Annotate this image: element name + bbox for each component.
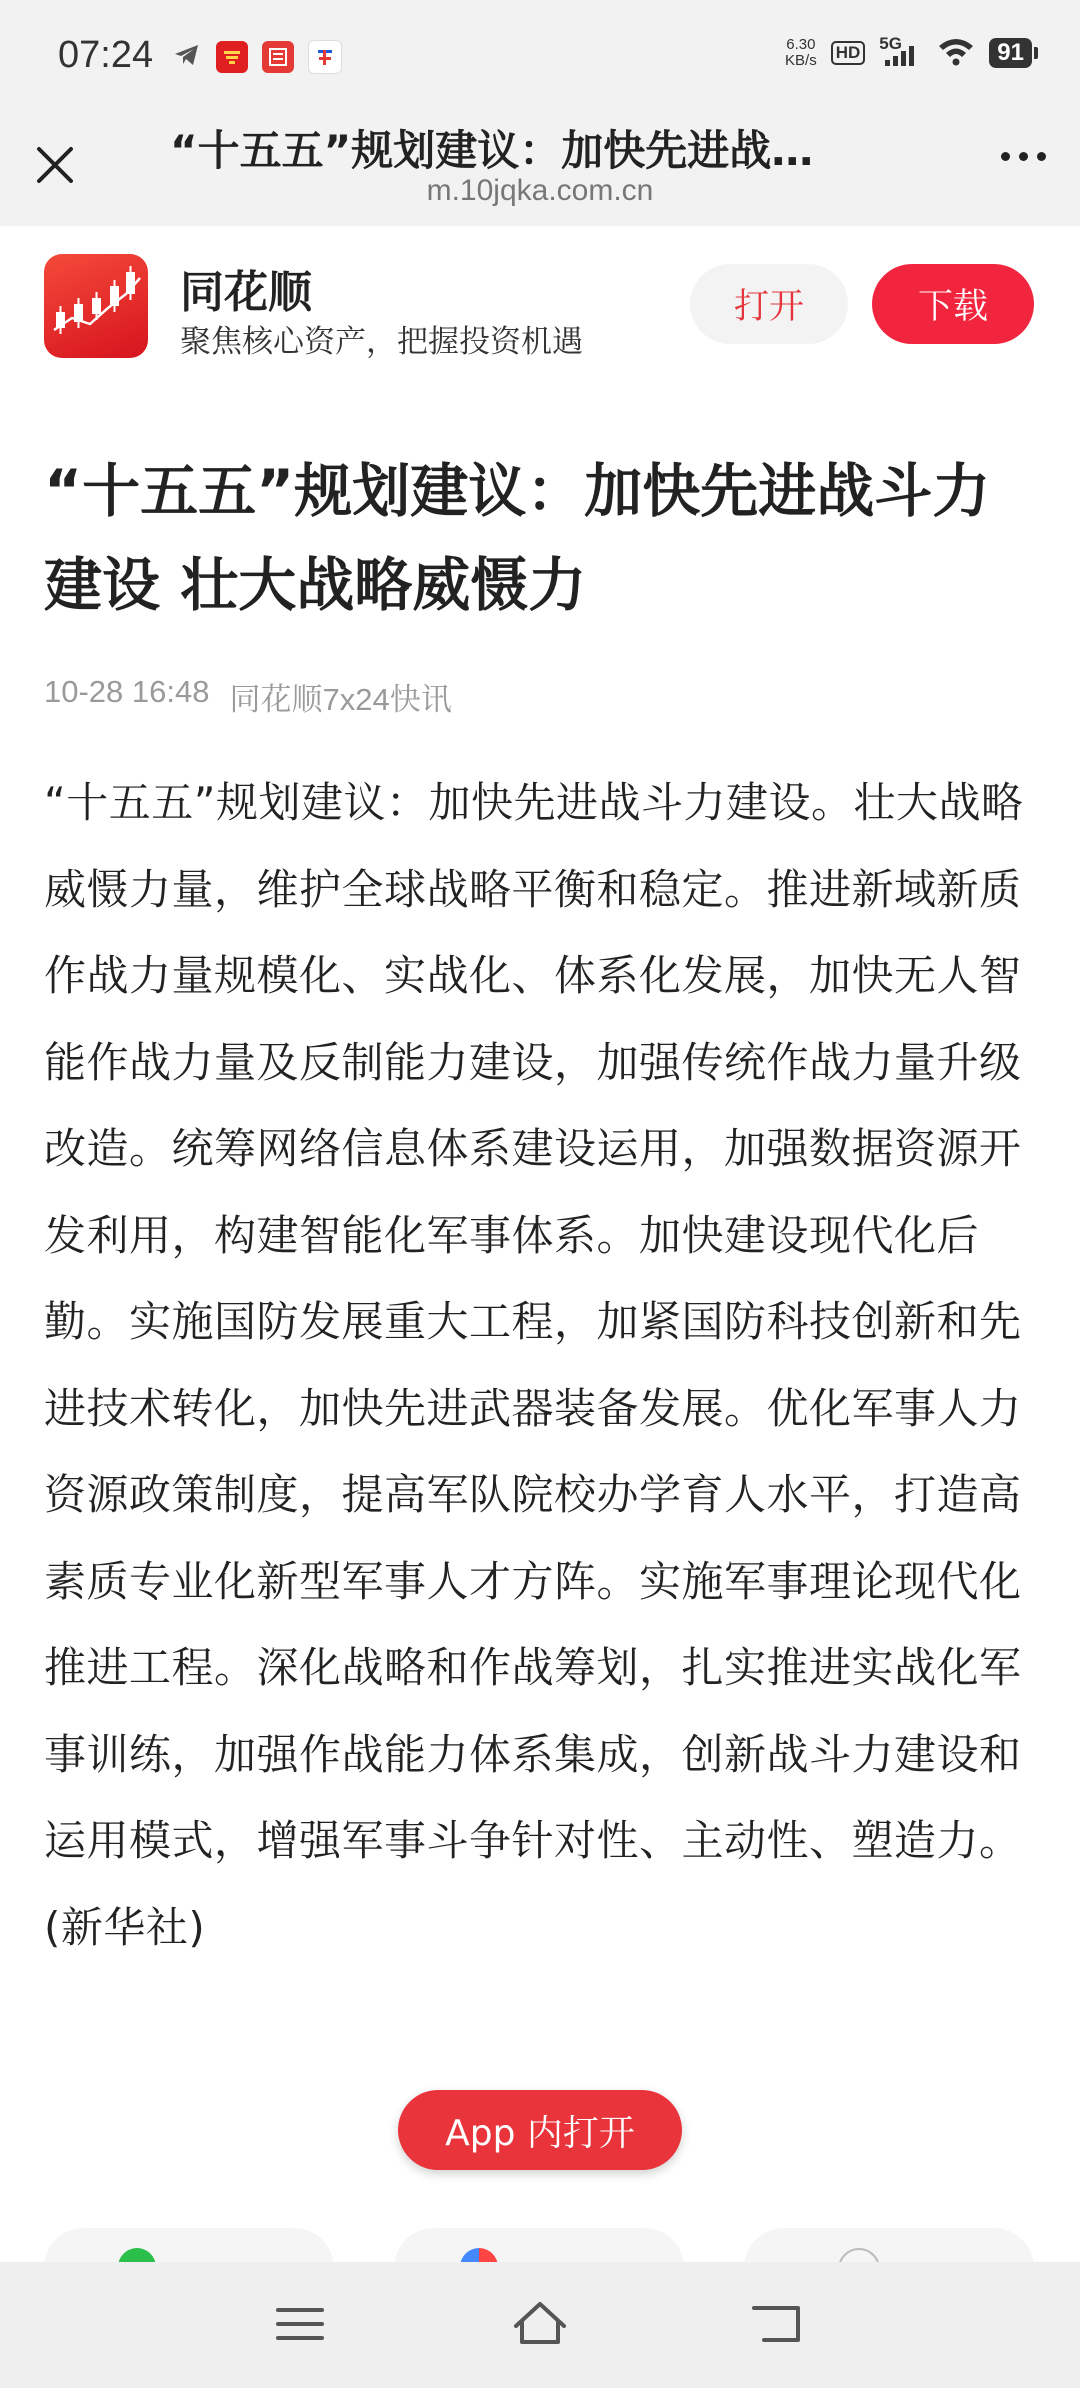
wifi-icon: [937, 36, 975, 70]
app-download-banner: [0, 226, 1080, 386]
news-app-icon: [262, 41, 294, 73]
status-time: 07:24: [58, 34, 154, 76]
system-navigation-bar: [0, 2262, 1080, 2388]
share-bar: [0, 2226, 1080, 2266]
home-icon: [510, 2294, 570, 2354]
signal-icon: 5G: [879, 38, 923, 68]
download-app-button[interactable]: 下载: [872, 264, 1034, 344]
open-app-button[interactable]: 打开: [690, 264, 848, 344]
article-meta: [44, 674, 452, 719]
more-dot-icon: [1037, 152, 1046, 161]
article-body: “十五五”规划建议：加快先进战斗力建设。壮大战略威慑力量，维护全球战略平衡和稳定。推进新域新质作战力量规模化、实战化、体系化发展，加快无人智能作战力量及反制能力建设，加强传统作战力量升级改造。统筹网络信息体系建设运用，加强数据资源开发利用，构建智能化军事体系。加快建设现代化后勤。实施国防发展重大工程，加紧国防科技创新和先进技术转化，加快先进武器装备发展。优化军事人力资源政策制度，提高军队院校办学育人水平，打造高素质专业化新型军事人才方阵。实施军事理论现代化推进工程。深化战略和作战筹划，扎实推进实战化军事训练，加强作战能力体系集成，创新战斗力建设和运用模式，增强军事斗争针对性、主动性、塑造力。(新华社): [44, 778, 1024, 1952]
more-dot-icon: [1019, 152, 1028, 161]
article-headline: “十五五”规划建议：加快先进战斗力建设 壮大战略威慑力: [44, 457, 991, 619]
menu-icon: [270, 2294, 330, 2354]
open-in-app-button[interactable]: App 内打开: [398, 2090, 682, 2170]
app-logo-icon[interactable]: [44, 254, 148, 358]
more-menu-button[interactable]: [1001, 152, 1046, 161]
network-speed: 6.30 KB/s: [785, 36, 817, 69]
status-indicators: [785, 36, 1032, 70]
hd-badge: HD: [831, 41, 866, 65]
menu-button[interactable]: [270, 2294, 330, 2354]
app-slogan: 聚焦核心资产，把握投资机遇: [180, 324, 583, 360]
more-dot-icon: [1001, 152, 1010, 161]
back-icon: [750, 2294, 810, 2354]
page-url[interactable]: m.10jqka.com.cn: [426, 174, 654, 207]
telegram-icon: [172, 40, 202, 74]
notification-icons: [172, 40, 342, 74]
status-bar: [0, 0, 1080, 118]
battery-indicator: 91: [989, 38, 1032, 68]
home-button[interactable]: [510, 2294, 570, 2354]
sheep-app-icon: [308, 40, 342, 74]
back-button[interactable]: [750, 2294, 810, 2354]
article-source: 同花顺7x24快讯: [229, 682, 452, 717]
app-name: 同花顺: [180, 267, 312, 318]
article-date: 10-28 16:48: [44, 674, 210, 709]
browser-toolbar: [0, 118, 1080, 226]
share-moments-button[interactable]: [394, 2228, 684, 2266]
study-app-icon: [216, 41, 248, 73]
page-title: “十五五”规划建议：加快先进战…: [170, 126, 814, 175]
share-link-button[interactable]: [744, 2228, 1034, 2266]
share-wechat-button[interactable]: [44, 2228, 334, 2266]
